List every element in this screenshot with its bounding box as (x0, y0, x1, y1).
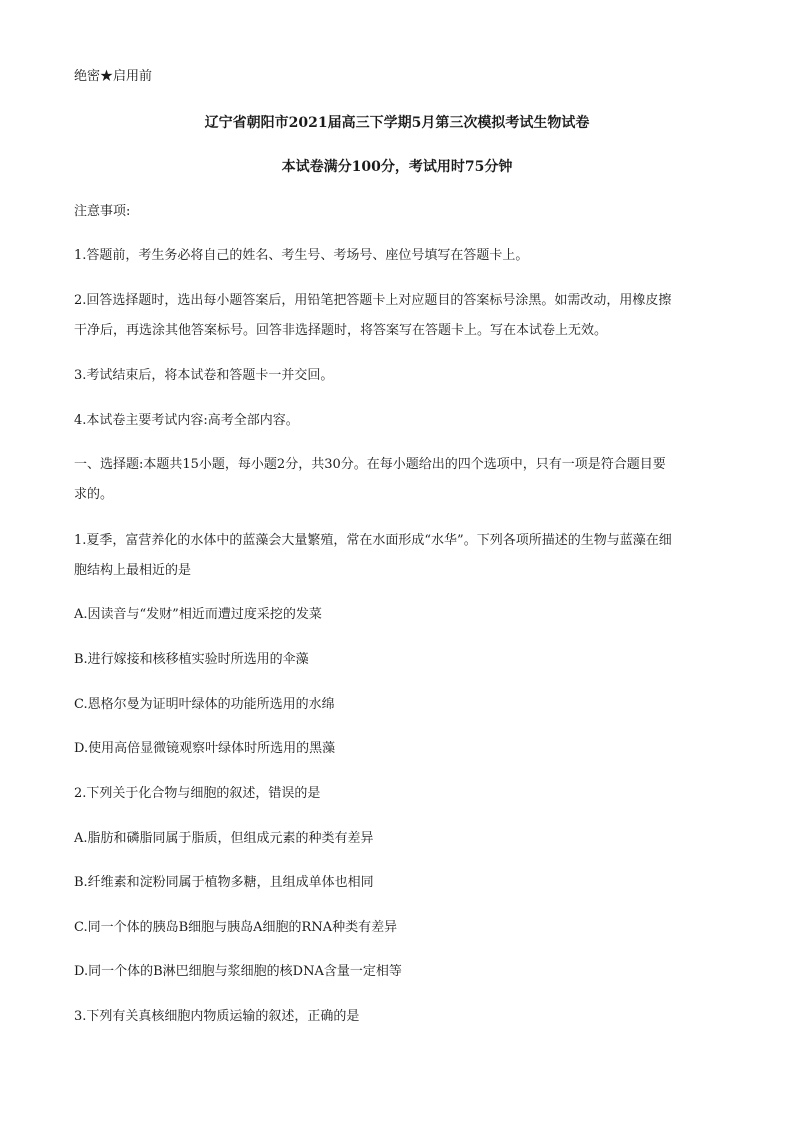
question-1-option-b: B.进行嫁接和核移植实验时所选用的伞藻 (74, 652, 309, 667)
note-item-1: 1.答题前，考生务必将自己的姓名、考生号、考场号、座位号填写在答题卡上。 (74, 248, 529, 263)
question-1-option-c: C.恩格尔曼为证明叶绿体的功能所选用的水绵 (74, 697, 335, 712)
notes-heading: 注意事项: (74, 204, 131, 219)
note-item-3: 3.考试结束后，将本试卷和答题卡一并交回。 (74, 368, 334, 383)
confidential-label: 绝密★启用前 (74, 69, 153, 84)
question-1-option-d: D.使用高倍显微镜观察叶绿体时所选用的黑藻 (74, 741, 336, 756)
note-item-2: 2.回答选择题时，选出每小题答案后，用铅笔把答题卡上对应题目的答案标号涂黑。如需改动，用橡皮擦 (74, 293, 672, 308)
question-1-stem-cont: 胞结构上最相近的是 (74, 563, 192, 578)
exam-title: 辽宁省朝阳市2021届高三下学期5月第三次模拟考试生物试卷 (204, 115, 590, 131)
question-1-option-a: A.因读音与“发财”相近而遭过度采挖的发菜 (74, 607, 322, 622)
question-2-option-a: A.脂肪和磷脂同属于脂质，但组成元素的种类有差异 (74, 831, 374, 846)
section-heading: 一、选择题:本题共15小题，每小题2分，共30分。在每小题给出的四个选项中，只有一项是符合题目要 (74, 457, 666, 472)
note-item-2-cont: 干净后，再选涂其他答案标号。回答非选择题时，将答案写在答题卡上。写在本试卷上无效。 (74, 323, 608, 338)
question-2-option-b: B.纤维素和淀粉同属于植物多糖，且组成单体也相同 (74, 875, 374, 890)
question-2-stem: 2.下列关于化合物与细胞的叙述，错误的是 (74, 786, 321, 801)
question-2-option-c: C.同一个体的胰岛B细胞与胰岛A细胞的RNA种类有差异 (74, 920, 398, 935)
exam-subtitle: 本试卷满分100分，考试用时75分钟 (281, 159, 513, 175)
note-item-4: 4.本试卷主要考试内容:高考全部内容。 (74, 413, 299, 428)
question-1-stem: 1.夏季，富营养化的水体中的蓝藻会大量繁殖，常在水面形成“水华”。下列各项所描述的生物与蓝藻在细 (74, 533, 672, 548)
section-heading-cont: 求的。 (74, 487, 114, 502)
question-3-stem: 3.下列有关真核细胞内物质运输的叙述，正确的是 (74, 1009, 360, 1024)
question-2-option-d: D.同一个体的B淋巴细胞与浆细胞的核DNA含量一定相等 (74, 964, 402, 979)
